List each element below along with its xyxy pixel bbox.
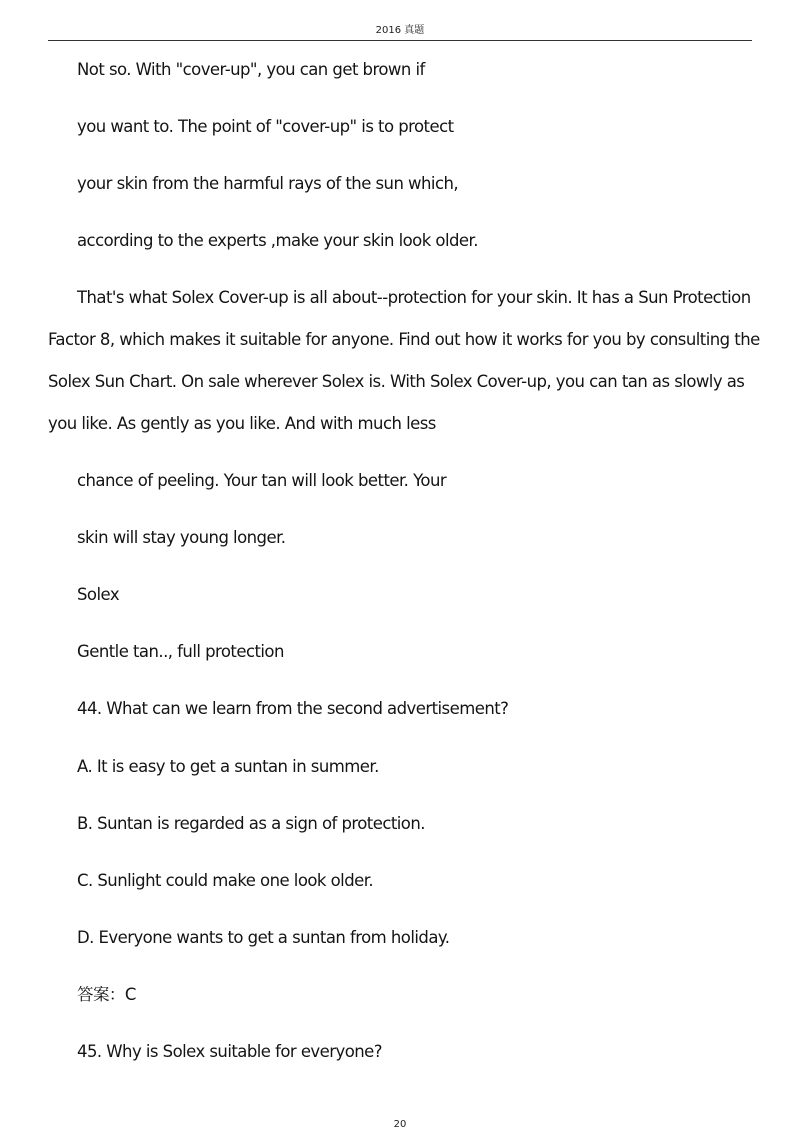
body-line: Not so. With "cover-up", you can get brown if: [77, 60, 425, 79]
page-header-title: 2016 真题: [375, 25, 425, 36]
body-line: chance of peeling. Your tan will look better. Your: [77, 471, 447, 490]
answer-44: 答案：C: [77, 985, 136, 1004]
body-line: That's what Solex Cover-up is all about--protection for your skin. It has a Sun Protection: [77, 288, 751, 307]
page-number: 20: [393, 1119, 407, 1130]
option-a: A. It is easy to get a suntan in summer.: [77, 757, 379, 776]
body-line: according to the experts ,make your skin look older.: [77, 231, 478, 250]
option-c: C. Sunlight could make one look older.: [77, 871, 374, 890]
body-line: skin will stay young longer.: [77, 528, 286, 547]
body-line: your skin from the harmful rays of the sun which,: [77, 174, 459, 193]
option-d: D. Everyone wants to get a suntan from holiday.: [77, 928, 450, 947]
body-line: you want to. The point of "cover-up" is to protect: [77, 117, 454, 136]
option-b: B. Suntan is regarded as a sign of protection.: [77, 814, 425, 833]
body-line: Solex Sun Chart. On sale wherever Solex is. With Solex Cover-up, you can tan as slowly as: [48, 372, 745, 391]
brand-name: Solex: [77, 585, 120, 604]
header-divider: [48, 40, 752, 41]
slogan: Gentle tan.., full protection: [77, 642, 284, 661]
question-44: 44. What can we learn from the second advertisement?: [77, 699, 509, 718]
body-line: Factor 8, which makes it suitable for anyone. Find out how it works for you by consulting the: [48, 330, 760, 349]
question-45: 45. Why is Solex suitable for everyone?: [77, 1042, 382, 1061]
body-line: you like. As gently as you like. And with much less: [48, 414, 436, 433]
